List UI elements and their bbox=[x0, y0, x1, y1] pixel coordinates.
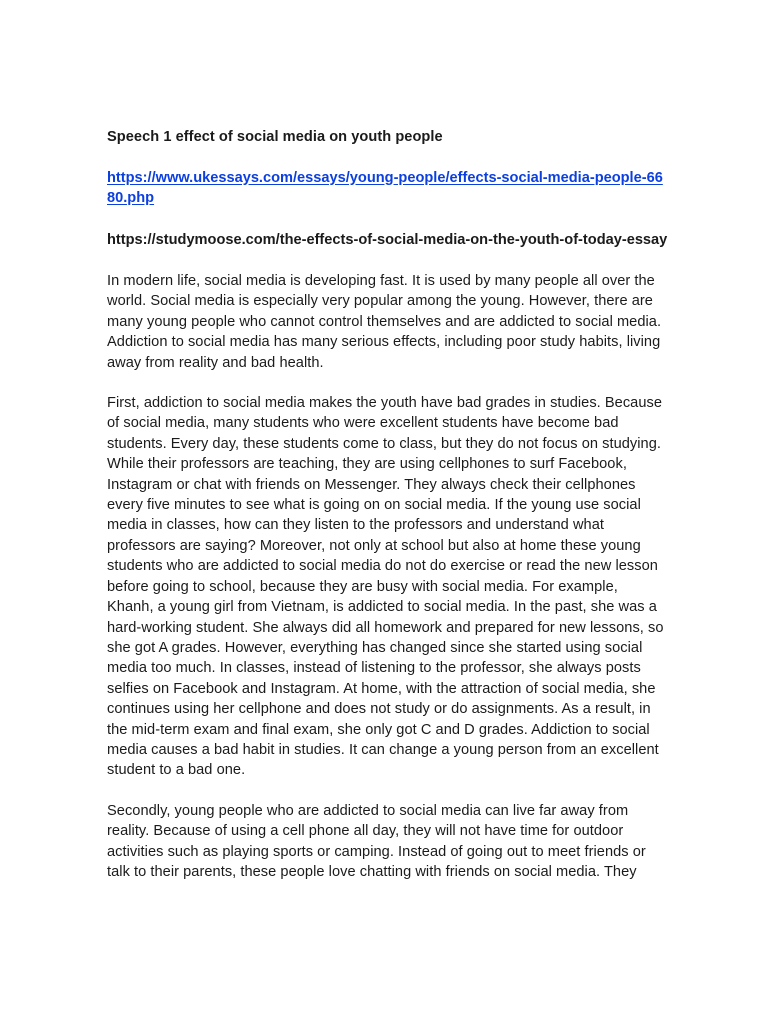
studymoose-source: https://studymoose.com/the-effects-of-social-media-on-the-youth-of-today-essay bbox=[107, 231, 668, 248]
paragraph-introduction: In modern life, social media is developing fast. It is used by many people all over the world. Social media is especially very popular among the young. However, there are many young people who cannot control themselves and are addicted to social media. Addiction to social media has many serious effects, including poor study habits, living away from reality and bad health. bbox=[107, 273, 662, 371]
ukessays-link[interactable]: https://www.ukessays.com/essays/young-people/effects-social-media-people-6680.php bbox=[107, 169, 663, 206]
paragraph-living-away-from-reality: Secondly, young people who are addicted to social media can live far away from reality. Because of using a cell phone all day, they will not have time for outdoor activities such as playing sports or camping. Instead of going out to meet friends or talk to their parents, these people love chatting with friends on social media. They bbox=[107, 802, 646, 880]
document-title: Speech 1 effect of social media on youth people bbox=[107, 129, 443, 145]
paragraph-bad-grades: First, addiction to social media makes the youth have bad grades in studies. Because of social media, many students who were excellent students have become bad students. Every day, these students come to class, but they do not focus on studying. While their professors are teaching, they are using cellphones to surf Facebook, Instagram or chat with friends on Messenger. They always check their cellphones every five minutes to see what is going on on social media. If the young use social media in classes, how can they listen to the professors and understand what professors are saying? Moreover, not only at school but also at home these young students who are addicted to social media do not do exercise or read the new lesson before going to school, because they are busy with social media. For example, Khanh, a young girl from Vietnam, is addicted to social media. In the past, she was a hard-working student. She always did all homework and prepared for new lessons, so she got A grades. However, everything has changed since she started using social media too much. In classes, instead of listening to the professor, she always posts selfies on Facebook and Instagram. At home, with the attraction of social media, she continues using her cellphone and does not study or do assignments. As a result, in the mid-term exam and final exam, she only got C and D grades. Addiction to social media causes a bad habit in studies. It can change a young person from an excellent student to a bad one. bbox=[107, 395, 664, 779]
